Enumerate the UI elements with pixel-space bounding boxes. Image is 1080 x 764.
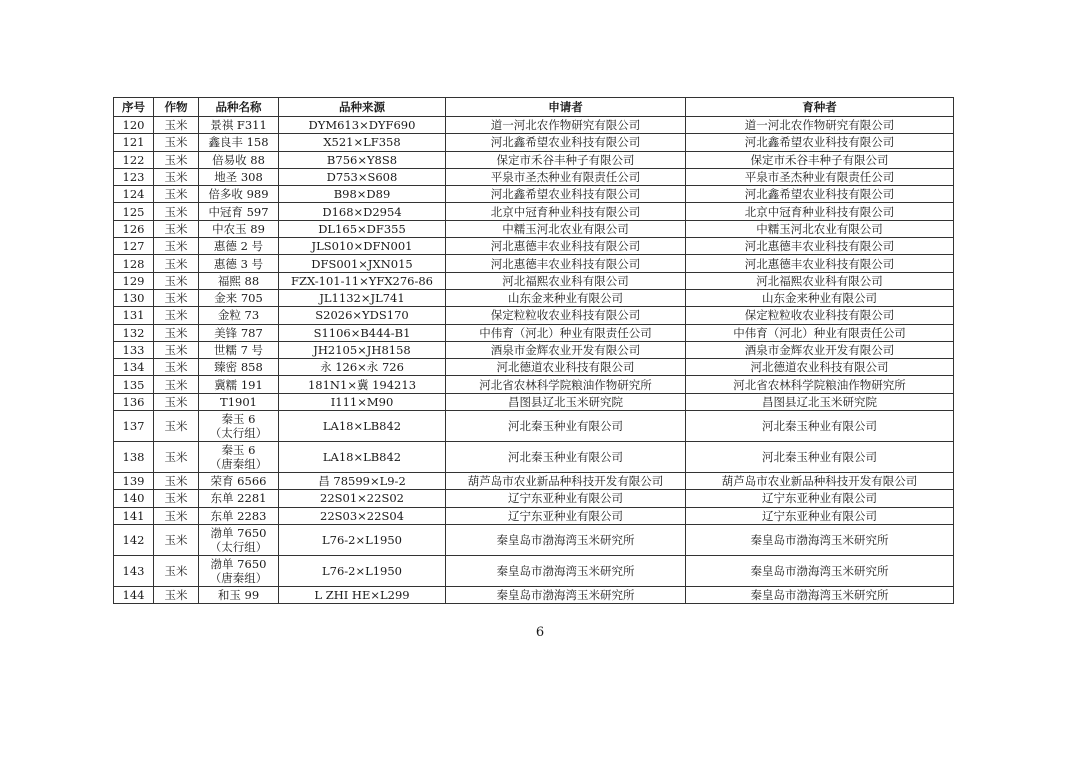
variety-name-group: （太行组） [209, 426, 268, 441]
cell-breeder: 河北德道农业科技有限公司 [686, 359, 954, 376]
cell-breeder: 河北福熙农业科有限公司 [686, 272, 954, 289]
variety-name-main: 渤单 7650 [210, 556, 267, 571]
cell-crop: 玉米 [154, 272, 199, 289]
cell-no: 128 [114, 255, 154, 272]
cell-crop: 玉米 [154, 586, 199, 603]
cell-variety-source: LA18×LB842 [279, 442, 446, 473]
header-variety-name: 品种名称 [199, 98, 279, 117]
table-row [114, 307, 954, 324]
cell-variety-name: 景祺 F311 [199, 117, 279, 134]
cell-variety-name [199, 524, 279, 555]
cell-variety-source: B756×Y8S8 [279, 151, 446, 168]
cell-crop: 玉米 [154, 376, 199, 393]
cell-breeder: 秦皇岛市渤海湾玉米研究所 [686, 586, 954, 603]
cell-breeder: 河北秦玉种业有限公司 [686, 442, 954, 473]
cell-variety-name: 倍易收 88 [199, 151, 279, 168]
cell-variety-source: L ZHI HE×L299 [279, 586, 446, 603]
cell-applicant: 酒泉市金辉农业开发有限公司 [446, 341, 686, 358]
cell-crop: 玉米 [154, 324, 199, 341]
table-row [114, 442, 954, 473]
cell-variety-source: JL1132×JL741 [279, 289, 446, 306]
cell-no: 141 [114, 507, 154, 524]
cell-applicant: 河北鑫希望农业科技有限公司 [446, 134, 686, 151]
cell-breeder: 保定粒粒收农业科技有限公司 [686, 307, 954, 324]
variety-name-main: 渤单 7650 [210, 525, 267, 540]
cell-applicant: 河北德道农业科技有限公司 [446, 359, 686, 376]
variety-name-main: 秦玉 6 [221, 412, 256, 427]
cell-crop: 玉米 [154, 341, 199, 358]
table-row [114, 555, 954, 586]
table-row [114, 490, 954, 507]
cell-crop: 玉米 [154, 473, 199, 490]
cell-crop: 玉米 [154, 238, 199, 255]
table-row [114, 411, 954, 442]
cell-crop: 玉米 [154, 168, 199, 185]
table-row [114, 473, 954, 490]
cell-crop: 玉米 [154, 151, 199, 168]
cell-crop: 玉米 [154, 203, 199, 220]
table-row [114, 324, 954, 341]
header-crop: 作物 [154, 98, 199, 117]
cell-variety-source: DL165×DF355 [279, 220, 446, 237]
table-row [114, 255, 954, 272]
table-row [114, 507, 954, 524]
cell-applicant: 河北秦玉种业有限公司 [446, 442, 686, 473]
cell-crop: 玉米 [154, 359, 199, 376]
header-variety-source: 品种来源 [279, 98, 446, 117]
cell-no: 144 [114, 586, 154, 603]
cell-variety-source: FZX-101-11×YFX276-86 [279, 272, 446, 289]
cell-applicant: 辽宁东亚种业有限公司 [446, 490, 686, 507]
cell-breeder: 秦皇岛市渤海湾玉米研究所 [686, 524, 954, 555]
cell-variety-name: 东单 2281 [199, 490, 279, 507]
cell-variety-source: LA18×LB842 [279, 411, 446, 442]
cell-applicant: 河北惠德丰农业科技有限公司 [446, 238, 686, 255]
cell-crop: 玉米 [154, 490, 199, 507]
cell-breeder: 道一河北农作物研究有限公司 [686, 117, 954, 134]
cell-no: 122 [114, 151, 154, 168]
cell-no: 120 [114, 117, 154, 134]
cell-applicant: 河北省农林科学院粮油作物研究所 [446, 376, 686, 393]
cell-variety-source: I111×M90 [279, 393, 446, 410]
cell-variety-name [199, 411, 279, 442]
cell-variety-name: 和玉 99 [199, 586, 279, 603]
cell-no: 139 [114, 473, 154, 490]
cell-variety-name: 惠德 3 号 [199, 255, 279, 272]
cell-applicant: 秦皇岛市渤海湾玉米研究所 [446, 555, 686, 586]
cell-crop: 玉米 [154, 524, 199, 555]
header-no: 序号 [114, 98, 154, 117]
cell-variety-name: 金来 705 [199, 289, 279, 306]
variety-name-main: 秦玉 6 [221, 443, 256, 458]
cell-no: 127 [114, 238, 154, 255]
cell-variety-name: 中冠育 597 [199, 203, 279, 220]
cell-breeder: 河北鑫希望农业科技有限公司 [686, 134, 954, 151]
cell-crop: 玉米 [154, 507, 199, 524]
table-row [114, 134, 954, 151]
cell-applicant: 中伟育（河北）种业有限责任公司 [446, 324, 686, 341]
table-row [114, 203, 954, 220]
table-row [114, 272, 954, 289]
cell-variety-name: 福熙 88 [199, 272, 279, 289]
variety-table [113, 97, 954, 604]
cell-applicant: 山东金来种业有限公司 [446, 289, 686, 306]
cell-crop: 玉米 [154, 555, 199, 586]
cell-applicant: 河北福熙农业科有限公司 [446, 272, 686, 289]
table-row [114, 289, 954, 306]
cell-applicant: 保定市禾谷丰种子有限公司 [446, 151, 686, 168]
cell-crop: 玉米 [154, 220, 199, 237]
cell-variety-name: 东单 2283 [199, 507, 279, 524]
cell-variety-name: T1901 [199, 393, 279, 410]
table-row [114, 393, 954, 410]
cell-applicant: 葫芦岛市农业新品种科技开发有限公司 [446, 473, 686, 490]
table-row [114, 117, 954, 134]
cell-variety-name [199, 555, 279, 586]
cell-no: 134 [114, 359, 154, 376]
cell-breeder: 酒泉市金辉农业开发有限公司 [686, 341, 954, 358]
cell-applicant: 辽宁东亚种业有限公司 [446, 507, 686, 524]
cell-variety-source: D168×D2954 [279, 203, 446, 220]
cell-crop: 玉米 [154, 186, 199, 203]
cell-variety-source: 昌 78599×L9-2 [279, 473, 446, 490]
cell-variety-name: 臻密 858 [199, 359, 279, 376]
cell-breeder: 中糯玉河北农业有限公司 [686, 220, 954, 237]
cell-no: 137 [114, 411, 154, 442]
cell-variety-name: 荣育 6566 [199, 473, 279, 490]
cell-crop: 玉米 [154, 307, 199, 324]
cell-variety-name [199, 442, 279, 473]
cell-breeder: 河北惠德丰农业科技有限公司 [686, 255, 954, 272]
cell-no: 132 [114, 324, 154, 341]
cell-breeder: 山东金来种业有限公司 [686, 289, 954, 306]
cell-breeder: 中伟育（河北）种业有限责任公司 [686, 324, 954, 341]
cell-variety-source: 181N1×冀 194213 [279, 376, 446, 393]
cell-variety-name: 鑫良丰 158 [199, 134, 279, 151]
cell-applicant: 昌图县辽北玉米研究院 [446, 393, 686, 410]
cell-applicant: 秦皇岛市渤海湾玉米研究所 [446, 586, 686, 603]
cell-applicant: 平泉市圣杰种业有限责任公司 [446, 168, 686, 185]
table-row [114, 151, 954, 168]
cell-variety-name: 金粒 73 [199, 307, 279, 324]
cell-crop: 玉米 [154, 117, 199, 134]
table-header-row [114, 98, 954, 117]
variety-name-group: （唐秦组） [209, 570, 268, 585]
cell-no: 140 [114, 490, 154, 507]
cell-variety-source: X521×LF358 [279, 134, 446, 151]
table-row [114, 586, 954, 603]
cell-applicant: 河北秦玉种业有限公司 [446, 411, 686, 442]
table-body [114, 117, 954, 604]
cell-variety-source: 22S03×22S04 [279, 507, 446, 524]
cell-crop: 玉米 [154, 255, 199, 272]
cell-no: 125 [114, 203, 154, 220]
cell-variety-source: S1106×B444-B1 [279, 324, 446, 341]
cell-variety-name: 世糯 7 号 [199, 341, 279, 358]
cell-no: 129 [114, 272, 154, 289]
cell-crop: 玉米 [154, 393, 199, 410]
cell-variety-source: DYM613×DYF690 [279, 117, 446, 134]
cell-no: 135 [114, 376, 154, 393]
cell-crop: 玉米 [154, 289, 199, 306]
cell-no: 123 [114, 168, 154, 185]
cell-variety-name: 美锋 787 [199, 324, 279, 341]
cell-applicant: 保定粒粒收农业科技有限公司 [446, 307, 686, 324]
cell-no: 138 [114, 442, 154, 473]
cell-breeder: 秦皇岛市渤海湾玉米研究所 [686, 555, 954, 586]
cell-variety-source: JH2105×JH8158 [279, 341, 446, 358]
table-row [114, 376, 954, 393]
table-row [114, 238, 954, 255]
cell-no: 131 [114, 307, 154, 324]
cell-variety-name: 地圣 308 [199, 168, 279, 185]
header-breeder: 育种者 [686, 98, 954, 117]
cell-variety-name: 中农玉 89 [199, 220, 279, 237]
cell-no: 121 [114, 134, 154, 151]
cell-no: 133 [114, 341, 154, 358]
page-number: 6 [535, 625, 545, 640]
cell-breeder: 河北省农林科学院粮油作物研究所 [686, 376, 954, 393]
cell-crop: 玉米 [154, 442, 199, 473]
cell-breeder: 保定市禾谷丰种子有限公司 [686, 151, 954, 168]
table-row [114, 186, 954, 203]
cell-applicant: 河北惠德丰农业科技有限公司 [446, 255, 686, 272]
cell-variety-source: D753×S608 [279, 168, 446, 185]
cell-breeder: 河北惠德丰农业科技有限公司 [686, 238, 954, 255]
cell-no: 126 [114, 220, 154, 237]
cell-no: 130 [114, 289, 154, 306]
cell-variety-source: 22S01×22S02 [279, 490, 446, 507]
variety-name-group: （唐秦组） [209, 457, 268, 472]
variety-name-group: （太行组） [209, 539, 268, 554]
cell-breeder: 平泉市圣杰种业有限责任公司 [686, 168, 954, 185]
cell-breeder: 河北鑫希望农业科技有限公司 [686, 186, 954, 203]
cell-breeder: 葫芦岛市农业新品种科技开发有限公司 [686, 473, 954, 490]
cell-variety-source: DFS001×JXN015 [279, 255, 446, 272]
cell-no: 142 [114, 524, 154, 555]
table-row [114, 524, 954, 555]
table-row [114, 168, 954, 185]
cell-variety-source: 永 126×永 726 [279, 359, 446, 376]
cell-breeder: 辽宁东亚种业有限公司 [686, 490, 954, 507]
cell-breeder: 昌图县辽北玉米研究院 [686, 393, 954, 410]
cell-variety-source: S2026×YDS170 [279, 307, 446, 324]
cell-applicant: 道一河北农作物研究有限公司 [446, 117, 686, 134]
table-row [114, 359, 954, 376]
cell-variety-name: 冀糯 191 [199, 376, 279, 393]
cell-variety-source: JLS010×DFN001 [279, 238, 446, 255]
table-row [114, 220, 954, 237]
table-row [114, 341, 954, 358]
cell-no: 136 [114, 393, 154, 410]
cell-crop: 玉米 [154, 134, 199, 151]
cell-applicant: 北京中冠育种业科技有限公司 [446, 203, 686, 220]
cell-variety-name: 倍多收 989 [199, 186, 279, 203]
cell-breeder: 北京中冠育种业科技有限公司 [686, 203, 954, 220]
cell-variety-name: 惠德 2 号 [199, 238, 279, 255]
cell-breeder: 河北秦玉种业有限公司 [686, 411, 954, 442]
header-applicant: 申请者 [446, 98, 686, 117]
cell-breeder: 辽宁东亚种业有限公司 [686, 507, 954, 524]
cell-variety-source: L76-2×L1950 [279, 555, 446, 586]
cell-applicant: 河北鑫希望农业科技有限公司 [446, 186, 686, 203]
cell-no: 143 [114, 555, 154, 586]
cell-applicant: 中糯玉河北农业有限公司 [446, 220, 686, 237]
cell-applicant: 秦皇岛市渤海湾玉米研究所 [446, 524, 686, 555]
cell-crop: 玉米 [154, 411, 199, 442]
cell-variety-source: B98×D89 [279, 186, 446, 203]
cell-no: 124 [114, 186, 154, 203]
cell-variety-source: L76-2×L1950 [279, 524, 446, 555]
